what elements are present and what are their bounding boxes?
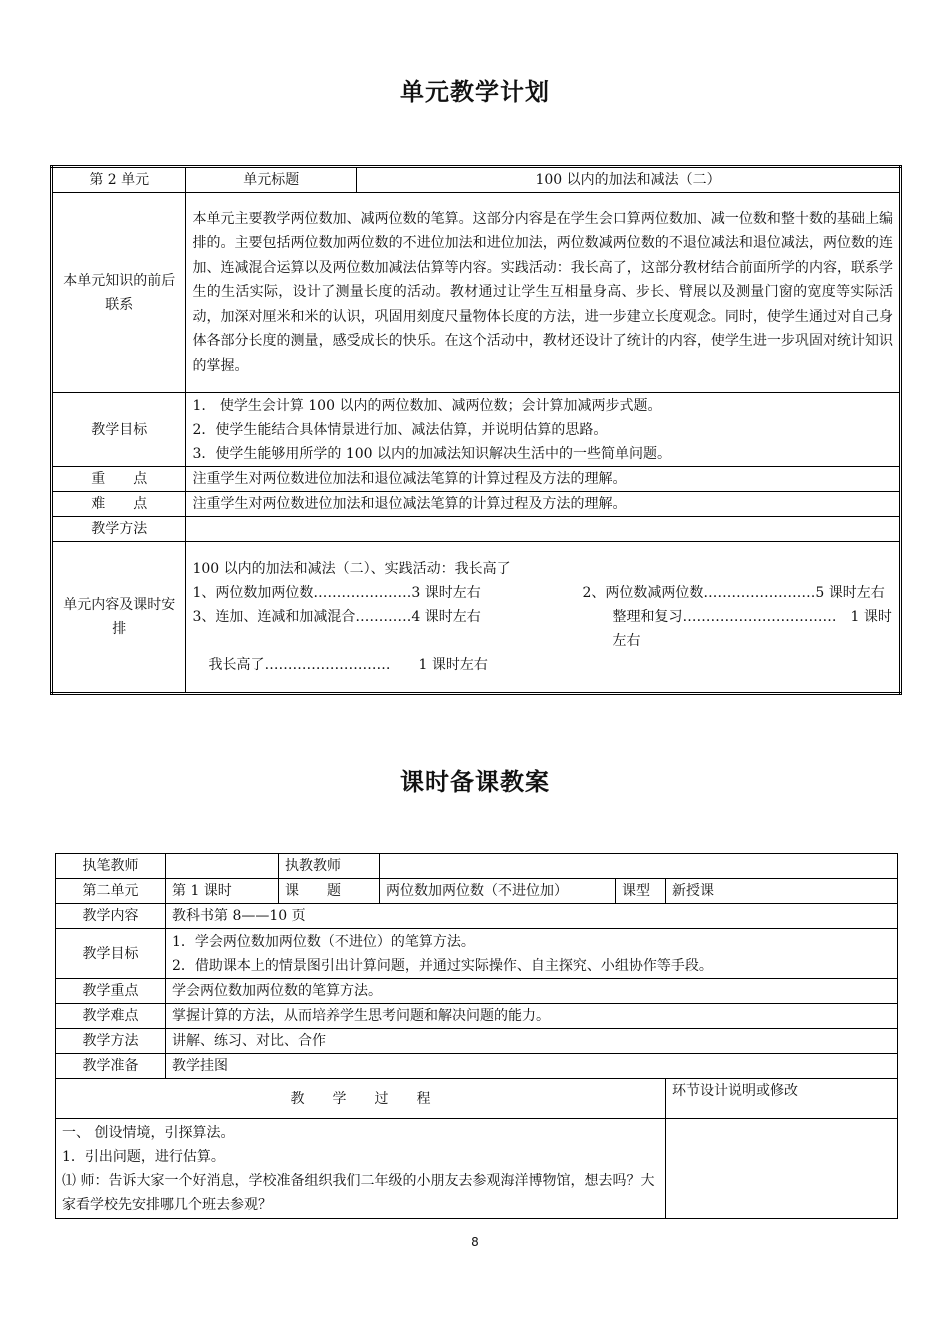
- goal-item: 1. 使学生会计算 100 以内的两位数加、减两位数；会计算加减两步式题。: [192, 397, 662, 414]
- lesson-key-label: 教学重点: [56, 979, 166, 1004]
- author-label: 执笔教师: [56, 854, 166, 879]
- key-text: 注重学生对两位数进位加法和退位减法笔算的计算过程及方法的理解。: [186, 467, 901, 492]
- process-cell: [56, 1119, 666, 1219]
- page-number: 8: [471, 1235, 479, 1249]
- goals-cell: [186, 393, 901, 467]
- goal-item: 2．使学生能结合具体情景进行加、减法估算，并说明估算的思路。: [192, 421, 608, 438]
- lesson-unit: 第二单元: [56, 879, 166, 904]
- knowledge-label: 本单元知识的前后联系: [52, 193, 186, 393]
- method-text: [186, 517, 901, 542]
- key-label: 重 点: [52, 467, 186, 492]
- schedule-item: 3、连加、连减和加减混合…………4 课时左右: [192, 609, 481, 625]
- type-value: 新授课: [666, 879, 898, 904]
- lesson-goals-cell: [166, 929, 898, 979]
- notes-cell: [666, 1119, 898, 1219]
- process-step: ⑴ 师：告诉大家一个好消息，学校准备组织我们二年级的小朋友去参观海洋博物馆，想去吗？大家看学校先安排哪几个班去参观？: [62, 1173, 655, 1213]
- lesson-goals-label: 教学目标: [56, 929, 166, 979]
- unit-plan-title: 单元教学计划: [400, 78, 550, 106]
- schedule-label: 单元内容及课时安排: [52, 542, 186, 694]
- lesson-key-value: 学会两位数加两位数的笔算方法。: [166, 979, 898, 1004]
- lesson-difficult-value: 掌握计算的方法，从而培养学生思考问题和解决问题的能力。: [166, 1004, 898, 1029]
- schedule-item: 整理和复习…………………………… 1 课时左右: [612, 609, 892, 649]
- lesson-method-label: 教学方法: [56, 1029, 166, 1054]
- knowledge-text: 本单元主要教学两位数加、减两位数的笔算。这部分内容是在学生会口算两位数加、减一位数和整十数的基础上编排的。主要包括两位数加两位数的不进位加法和进位加法，两位数减两位数的不退位减法和退位减法，两位数的连加、连减混合运算以及两位数加减法估算等内容。实践活动：我长高了，这部分教材结合前面所学的内容，联系学生的生活实际，设计了测量长度的活动。教材通过让学生互相量身高、步长、臂展以及测量门窗的宽度等实际活动，加深对厘米和米的认识，巩固用刻度尺量物体长度的方法，进一步建立长度观念。同时，使学生通过对自己身体各部分长度的测量，感受成长的快乐。在这个活动中，教材还设计了统计的内容，使学生进一步巩固对统计知识的掌握。: [186, 193, 901, 393]
- lesson-goal-item: 2．借助课本上的情景图引出计算问题，并通过实际操作、自主探究、小组协作等手段。: [172, 957, 713, 974]
- lesson-goal-item: 1．学会两位数加两位数（不进位）的笔算方法。: [172, 933, 475, 950]
- content-value: 教科书第 8——10 页: [166, 904, 898, 929]
- schedule-cell: [186, 542, 901, 694]
- author-value: [166, 854, 279, 879]
- schedule-item: 2、两位数减两位数……………………5 课时左右: [582, 585, 885, 601]
- unit-title-label: 单元标题: [186, 167, 357, 193]
- goal-item: 3．使学生能够用所学的 100 以内的加减法知识解决生活中的一些简单问题。: [192, 445, 671, 462]
- goals-label: 教学目标: [52, 393, 186, 467]
- notes-label: 环节设计说明或修改: [666, 1079, 898, 1119]
- schedule-heading: 100 以内的加法和减法（二）、实践活动：我长高了: [192, 561, 511, 577]
- prep-value: 教学挂图: [166, 1054, 898, 1079]
- difficult-text: 注重学生对两位数进位加法和退位减法笔算的计算过程及方法的理解。: [186, 492, 901, 517]
- lesson-method-value: 讲解、练习、对比、合作: [166, 1029, 898, 1054]
- lesson-difficult-label: 教学难点: [56, 1004, 166, 1029]
- topic-value: 两位数加两位数（不进位加）: [380, 879, 616, 904]
- unit-number: 第 2 单元: [52, 167, 186, 193]
- topic-label: 课 题: [279, 879, 380, 904]
- teacher-value: [380, 854, 898, 879]
- schedule-item: 我长高了……………………… 1 课时左右: [208, 657, 488, 673]
- unit-title-value: 100 以内的加法和减法（二）: [357, 167, 901, 193]
- process-step: 1．引出问题，进行估算。: [62, 1149, 225, 1165]
- unit-plan-table: [50, 165, 902, 695]
- lesson-number: 第 1 课时: [166, 879, 279, 904]
- lesson-plan-table: [55, 853, 898, 1219]
- schedule-item: 1、两位数加两位数…………………3 课时左右: [192, 585, 481, 601]
- teacher-label: 执教教师: [279, 854, 380, 879]
- method-label: 教学方法: [52, 517, 186, 542]
- process-step: 一、 创设情境，引探算法。: [62, 1125, 235, 1141]
- type-label: 课型: [616, 879, 666, 904]
- content-label: 教学内容: [56, 904, 166, 929]
- prep-label: 教学准备: [56, 1054, 166, 1079]
- lesson-plan-title: 课时备课教案: [400, 768, 550, 796]
- process-label: 教 学 过 程: [56, 1079, 666, 1119]
- difficult-label: 难 点: [52, 492, 186, 517]
